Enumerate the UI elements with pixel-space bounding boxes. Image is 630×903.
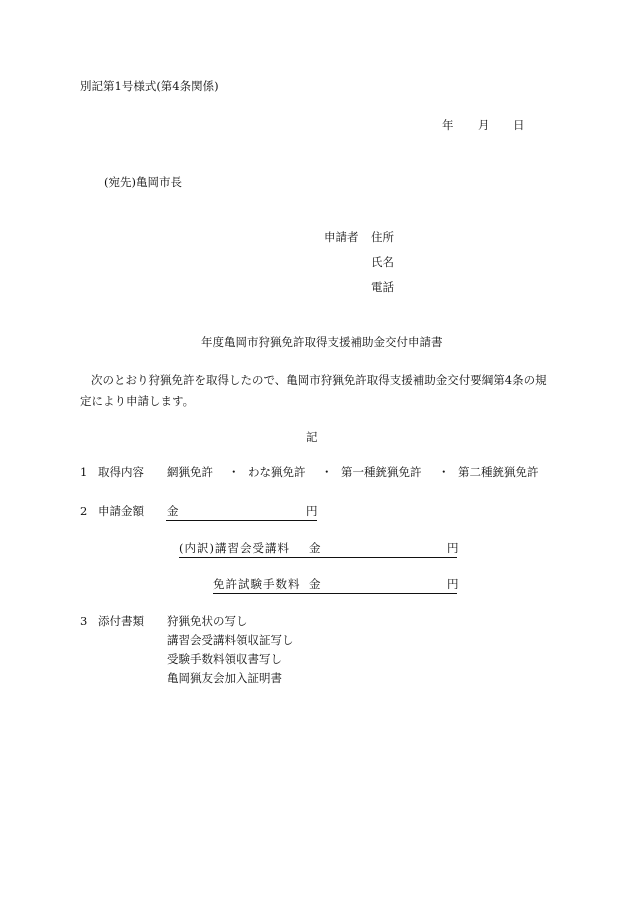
option-separator: ・	[228, 465, 240, 479]
addressee: (宛先)亀岡市長	[104, 175, 182, 189]
form-reference: 別記第1号様式(第4条関係)	[80, 79, 219, 93]
breakdown-exam-fee-yen: 円	[447, 577, 459, 591]
license-option-gun1: 第一種銃猟免許	[341, 465, 422, 479]
ki-heading: 記	[306, 430, 318, 444]
date-day: 日	[513, 118, 525, 132]
item3-label: 添付書類	[98, 614, 144, 628]
license-option-net: 網猟免許	[167, 465, 213, 479]
applicant-phone-label: 電話	[371, 280, 394, 294]
date-year: 年	[442, 118, 454, 132]
license-option-gun2: 第二種銃猟免許	[458, 465, 539, 479]
item3-number: 3	[80, 614, 88, 628]
applicant-address-label: 住所	[371, 230, 394, 244]
amount-kin: 金	[167, 504, 179, 518]
breakdown-lecture-fee-yen: 円	[447, 541, 459, 555]
applicant-name-label: 氏名	[371, 255, 394, 269]
attachment-item: 亀岡猟友会加入証明書	[167, 671, 282, 685]
breakdown-lecture-fee-kin: 金	[309, 541, 321, 555]
attachment-item: 狩猟免状の写し	[167, 614, 248, 628]
item2-number: 2	[80, 504, 88, 518]
option-separator: ・	[321, 465, 333, 479]
attachment-item: 講習会受講料領収証写し	[167, 633, 294, 647]
breakdown-exam-fee-kin: 金	[309, 577, 321, 591]
amount-yen: 円	[306, 504, 318, 518]
item1-number: 1	[80, 465, 88, 479]
applicant-label: 申請者	[324, 230, 359, 244]
document-title: 年度亀岡市狩猟免許取得支援補助金交付申請書	[201, 335, 443, 349]
item1-label: 取得内容	[98, 465, 144, 479]
attachment-item: 受験手数料領収書写し	[167, 652, 282, 666]
body-line-1: 次のとおり狩猟免許を取得したので、亀岡市狩猟免許取得支援補助金交付要綱第4条の規	[91, 373, 547, 387]
breakdown-lecture-fee-label: (内訳)講習会受講料	[179, 541, 290, 555]
breakdown-exam-fee-label: 免許試験手数料	[213, 577, 301, 591]
item2-label: 申請金額	[98, 504, 144, 518]
option-separator: ・	[438, 465, 450, 479]
license-option-trap: わな猟免許	[248, 465, 306, 479]
amount-field[interactable]	[166, 504, 317, 521]
body-line-2: 定により申請します。	[80, 394, 195, 408]
date-month: 月	[478, 118, 490, 132]
